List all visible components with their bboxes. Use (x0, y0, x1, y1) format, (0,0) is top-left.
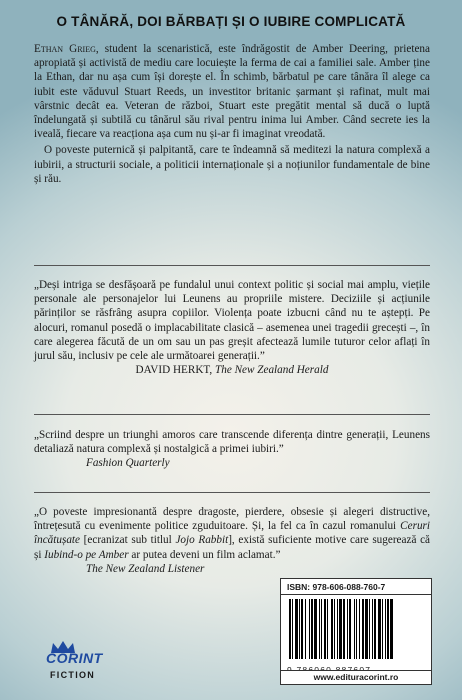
synopsis-text: , student la scenaristică, este îndrăgostit de Amber Deering, prietena apropiată și activistă de mediu care locuiește la ferma de cai a familiei sale. Amber ține la Ethan, dar nu așa cum își dorește el. În schimb, bărbatul pe care tânăra îl alege ca iubit este văduvul Stuart Reeds, un investitor britanic șarmant și rafinat, mult mai vârstnic decât ea. Veteran de război, Stuart este pregătit mental să ducă o luptă îndelungată și subtilă cu tânărul său rival pentru inima lui Amber. Când secrete ies la iveală, fiecare va reacționa așa cum nu și-ar fi imaginat vreodată. (34, 43, 430, 141)
publication-name: The New Zealand Listener (86, 562, 205, 575)
synopsis-paragraph-2: O poveste puternică și palpitantă, care te îndeamnă să meditezi la natura complexă a iubirii, a structurii sociale, a politicii internaționale și a noțiunilor fundamentale de bine și rău. (34, 144, 430, 185)
quote-text: „O poveste impresionantă despre dragoste, pierdere, obsesie și alegeri distructive, întrețesută cu evenimente politice zguduitoare. Și, la fel ca în cazul romanului Ceruri încătușate [ecranizat sub titlul Jojo Rabbit], există suficiente motive care sugerează că și Iubind-o pe Amber ar putea deveni un film aclamat.” (34, 506, 431, 561)
divider (34, 265, 430, 266)
quote-text: „Deși intriga se desfășoară pe fundalul unui context politic și social mai amplu, viețile personale ale personajelor lui Leunens au propriile mistere. Deciziile și acțiunile părinților se răsfrâng asupra copiilor. Violența poate izbucni când nu te aștepți. Pe alocuri, romanul posedă o implacabilitate clasică – asemenea unei tragedii grecești –, în care alegerea făcută de un om sau un pas greșit afectează lumile tuturor celor aflați în jurul său, inclusiv pe cele ale următoarei generații.” (34, 279, 430, 363)
quote-attribution (34, 363, 430, 377)
quote-attribution (34, 456, 430, 470)
barcode-icon (287, 599, 425, 661)
publisher-name: CORINT (46, 650, 103, 666)
review-quote-3 (34, 505, 430, 576)
review-quote-1 (34, 278, 430, 377)
imprint-name: FICTION (50, 670, 96, 680)
back-cover-heading: O TÂNĂRĂ, DOI BĂRBAȚI ȘI O IUBIRE COMPLICATĂ (56, 14, 406, 29)
book-title: Ceruri încătușate (34, 520, 430, 547)
publisher-website: www.edituracorint.ro (280, 670, 432, 685)
publisher-logo (40, 640, 110, 686)
publication-name: The New Zealand Herald (215, 364, 329, 377)
isbn-label: ISBN: 978-606-088-760-7 (281, 579, 431, 595)
publication-name: Fashion Quarterly (86, 457, 170, 470)
reviewer-name: DAVID HERKT, (135, 364, 215, 377)
book-title: Iubind-o pe Amber (44, 548, 129, 561)
barcode (281, 595, 431, 665)
synopsis (34, 42, 430, 186)
quote-text: „Scriind despre un triunghi amoros care transcende diferența dintre generații, Leunens detaliază natura complexă și nostalgică a primei iubiri.” (34, 429, 430, 456)
review-quote-2 (34, 428, 430, 471)
isbn-block (280, 578, 432, 679)
film-title: Jojo Rabbit (175, 534, 229, 547)
quote-attribution (34, 562, 430, 576)
divider (34, 414, 430, 415)
main-character-name: Ethan Grieg (34, 43, 96, 55)
divider (34, 492, 430, 493)
synopsis-paragraph-1 (34, 42, 430, 141)
